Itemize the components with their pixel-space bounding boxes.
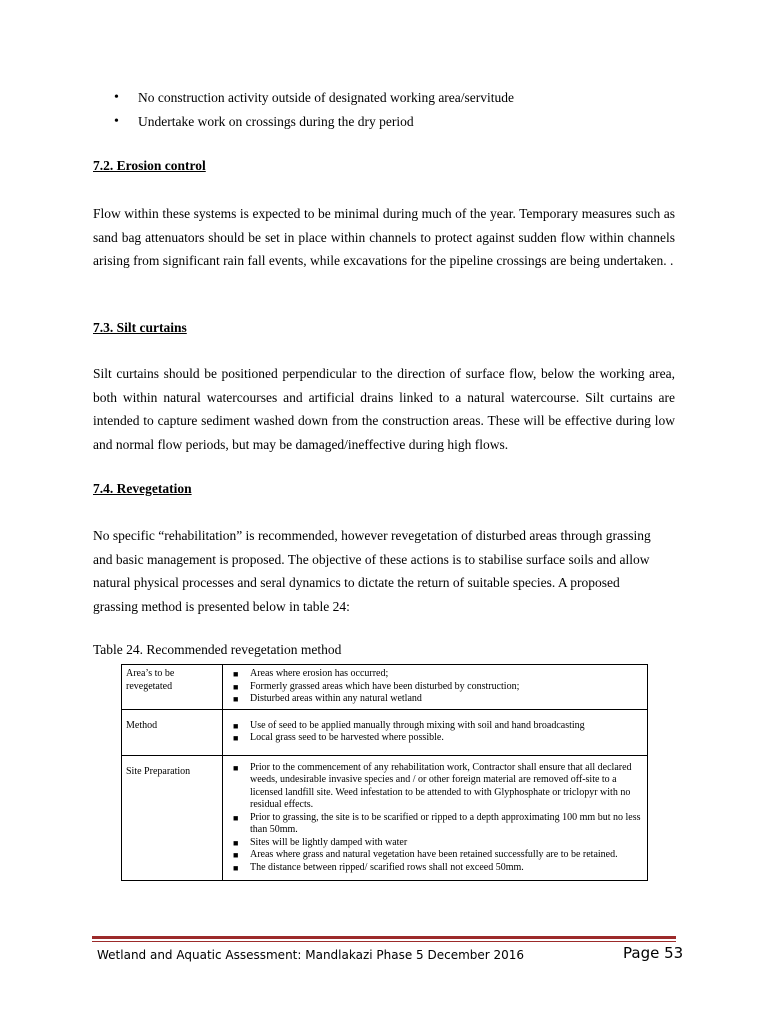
square-bullet-icon: ■ — [233, 669, 239, 679]
section-heading-erosion: 7.2. Erosion control — [93, 158, 206, 173]
table-row-items — [223, 665, 648, 710]
table-row — [122, 665, 648, 710]
section-heading-silt: 7.3. Silt curtains — [93, 320, 187, 335]
bullet-list — [112, 86, 514, 134]
table-row-label: Area’s to be revegetated — [122, 665, 223, 710]
square-bullet-icon: ■ — [233, 762, 239, 773]
table-row-items — [223, 709, 648, 755]
section-text-revegetation: No specific “rehabilitation” is recommended, however revegetation of disturbed areas through grassing and basic management is proposed. The objective of these actions is to stabilise surface soils and allow natural physical processes and seral dynamics to dictate the return of suitable species. A proposed grassing method is presented below in table 24: — [93, 528, 651, 614]
footer-title: Wetland and Aquatic Assessment: Mandlakazi Phase 5 December 2016 — [97, 948, 525, 962]
list-item: ■ Formerly grassed areas which have been disturbed by construction; — [233, 680, 520, 692]
square-bullet-icon: ■ — [233, 681, 239, 692]
table-row-items — [223, 755, 648, 881]
square-bullet-icon: ■ — [233, 837, 239, 848]
list-item: ■ Local grass seed to be harvested where possible. — [233, 732, 444, 743]
table-row — [122, 709, 648, 755]
section-text-silt: Silt curtains should be positioned perpendicular to the direction of surface flow, below the working area, both within natural watercourses and artificial drains linked to a natural watercourse. Silt curtains are intended to capture sediment washed down from the construction areas. These will be effective during low and normal flow periods, but may be damaged/ineffective during high flows. — [93, 366, 675, 452]
list-item: ■ Disturbed areas within any natural wetland — [233, 693, 422, 704]
square-bullet-icon: ■ — [233, 850, 239, 860]
page-number: Page 53 — [623, 944, 684, 962]
list-item: ■ Areas where grass and natural vegetation have been retained successfully are to be retained. — [233, 849, 618, 860]
table-row-label: Method — [122, 709, 223, 755]
square-bullet-icon: ■ — [233, 733, 239, 743]
bullet-dot-icon: • — [114, 114, 119, 129]
square-bullet-icon: ■ — [233, 694, 239, 704]
section-text-erosion: Flow within these systems is expected to be minimal during much of the year. Temporary measures such as sand bag attenuators should be set in place within channels to protect against sudden flow within channels arising from significant rain fall events, while excavations for the pipeline crossings are being undertaken. . — [93, 206, 675, 268]
list-item: ■ Areas where erosion has occurred; — [233, 668, 389, 679]
list-item: ■ Use of seed to be applied manually through mixing with soil and hand broadcasting — [233, 719, 585, 731]
list-item: ■ The distance between ripped/ scarified rows shall not exceed 50mm. — [233, 861, 524, 873]
list-item: ■ Sites will be lightly damped with water — [233, 836, 408, 848]
footer-rule-thick — [92, 936, 676, 939]
section-heading-revegetation: 7.4. Revegetation — [93, 481, 192, 496]
bullet-item: • Undertake work on crossings during the dry period — [112, 110, 514, 134]
bullet-item: • No construction activity outside of designated working area/servitude — [112, 86, 514, 110]
square-bullet-icon: ■ — [233, 862, 239, 873]
square-bullet-icon: ■ — [233, 720, 239, 731]
bullet-dot-icon: • — [114, 90, 119, 105]
list-item: ■ Prior to grassing, the site is to be scarified or ripped to a depth approximating 100 mm but no less than 50mm. — [233, 811, 641, 835]
revegetation-table — [121, 664, 648, 881]
table-row-label: Site Preparation — [122, 755, 223, 881]
table-caption: Table 24. Recommended revegetation method — [93, 642, 342, 657]
list-item: ■ Prior to the commencement of any rehabilitation work, Contractor shall ensure that all declared weeds, undesirable invasive species and / or other foreign material are removed off-site to a licensed landfill site. Weed infestation to be attended to with Glyphosphate or triclopyr with no residual effects. — [233, 761, 632, 810]
footer-rule — [92, 936, 676, 942]
footer-rule-thin — [92, 941, 676, 942]
table-row — [122, 755, 648, 881]
square-bullet-icon: ■ — [233, 812, 239, 823]
